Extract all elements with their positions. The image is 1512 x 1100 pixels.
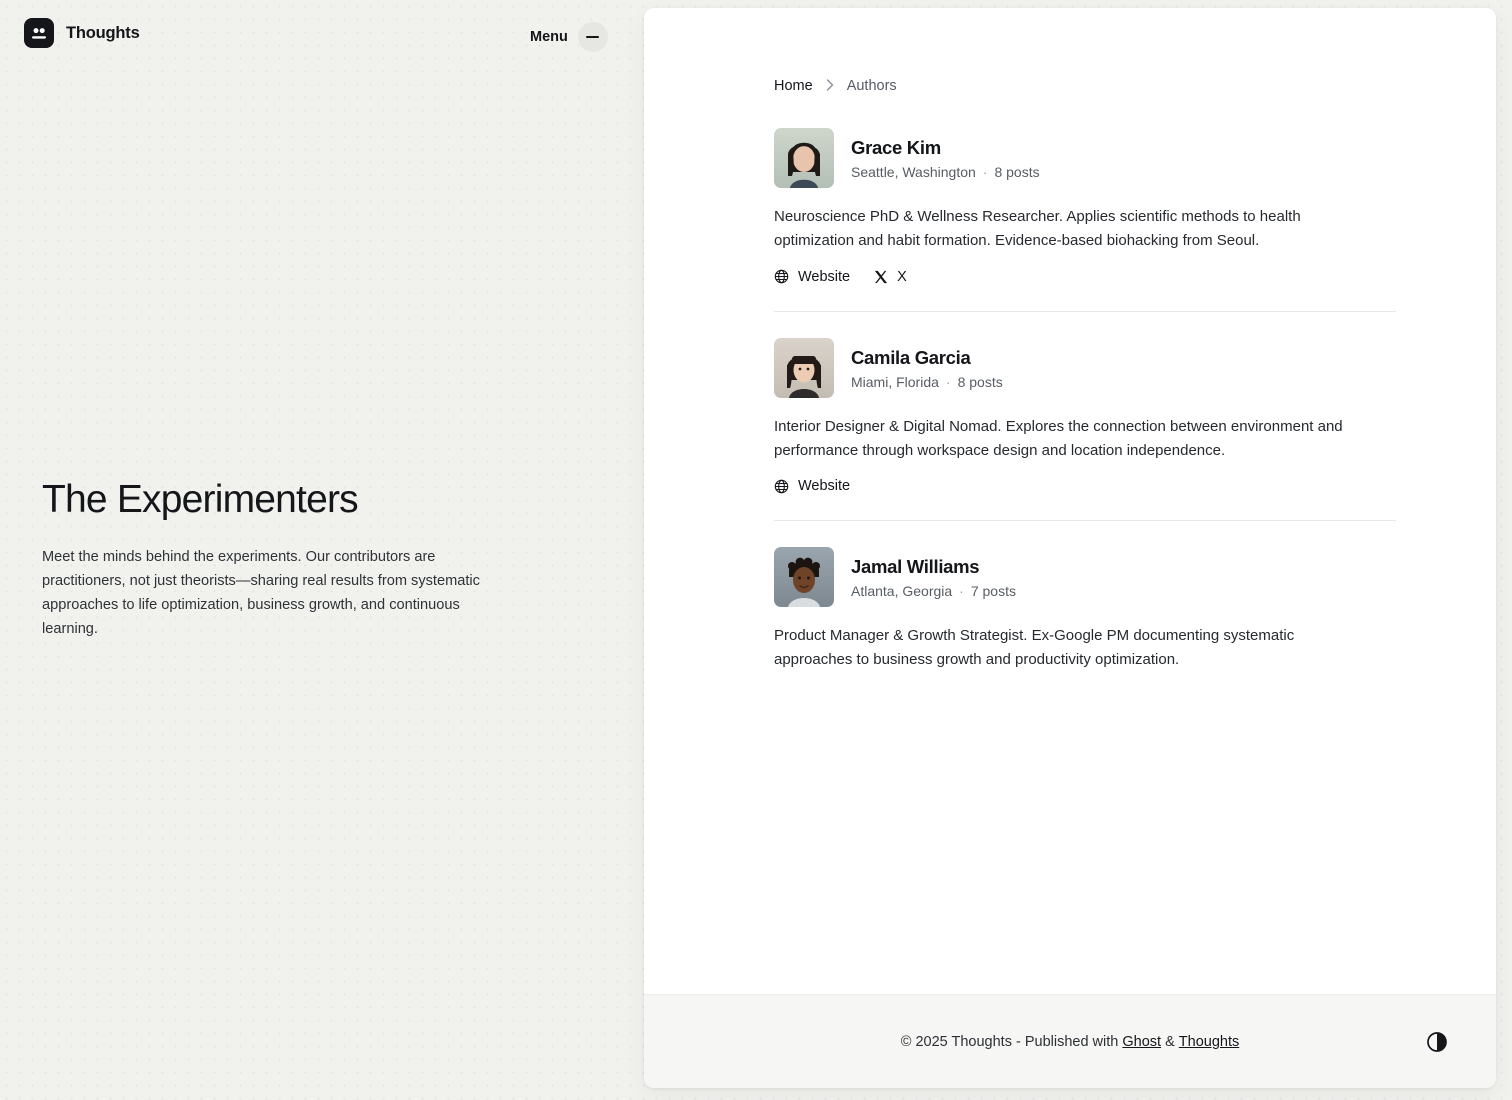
author-header[interactable] bbox=[774, 338, 1396, 398]
author-card bbox=[774, 311, 1396, 521]
menu-label: Menu bbox=[530, 29, 568, 45]
page-title: The Experimenters bbox=[42, 478, 358, 521]
author-x-link[interactable] bbox=[874, 269, 907, 285]
author-post-count: 7 posts bbox=[970, 583, 1016, 600]
site-footer bbox=[644, 994, 1496, 1088]
author-post-count: 8 posts bbox=[957, 373, 1003, 390]
author-bio: Product Manager & Growth Strategist. Ex-Google PM documenting systematic approaches to business growth and productivity optimization. bbox=[774, 627, 1295, 669]
author-x-label: X bbox=[897, 268, 907, 285]
breadcrumb-current: Authors bbox=[846, 78, 897, 94]
x-twitter-icon bbox=[874, 270, 888, 284]
site-brand[interactable] bbox=[24, 18, 140, 48]
author-name: Camila Garcia bbox=[851, 346, 971, 368]
author-website-link[interactable] bbox=[774, 269, 850, 285]
author-location: Atlanta, Georgia bbox=[851, 583, 953, 600]
author-website-link[interactable] bbox=[774, 478, 850, 494]
author-card bbox=[774, 520, 1396, 699]
breadcrumb bbox=[774, 78, 1396, 94]
author-header[interactable] bbox=[774, 547, 1396, 607]
author-website-label: Website bbox=[798, 478, 851, 495]
ghost-logo-icon bbox=[24, 18, 54, 48]
author-name: Grace Kim bbox=[851, 136, 941, 158]
meta-separator: · bbox=[982, 164, 988, 181]
avatar bbox=[774, 547, 834, 607]
author-post-count: 8 posts bbox=[994, 164, 1040, 181]
author-meta bbox=[851, 583, 1016, 599]
chevron-right-icon bbox=[826, 79, 834, 93]
hamburger-icon[interactable] bbox=[578, 22, 608, 52]
globe-icon bbox=[774, 479, 789, 494]
menu-control[interactable] bbox=[530, 22, 608, 52]
contrast-icon[interactable] bbox=[1426, 1031, 1448, 1053]
hero-section bbox=[42, 478, 512, 641]
footer-theme-link[interactable]: Thoughts bbox=[1178, 1033, 1240, 1050]
author-bio: Interior Designer & Digital Nomad. Explores the connection between environment and performance through workspace design and location independence. bbox=[774, 417, 1343, 459]
avatar bbox=[774, 128, 834, 188]
author-name: Jamal Williams bbox=[851, 556, 980, 578]
author-links bbox=[774, 478, 1396, 494]
content-card bbox=[644, 8, 1496, 1088]
footer-amp: & bbox=[1165, 1033, 1175, 1050]
site-brand-name: Thoughts bbox=[66, 23, 140, 42]
author-location: Miami, Florida bbox=[851, 373, 939, 390]
author-header[interactable] bbox=[774, 128, 1396, 188]
author-meta bbox=[851, 164, 1040, 180]
author-website-label: Website bbox=[798, 268, 851, 285]
footer-ghost-link[interactable]: Ghost bbox=[1122, 1033, 1162, 1050]
author-bio: Neuroscience PhD & Wellness Researcher. Applies scientific methods to health optimization and habit formation. Evidence-based biohacking from Seoul. bbox=[774, 208, 1301, 250]
globe-icon bbox=[774, 269, 789, 284]
page-description: Meet the minds behind the experiments. Our contributors are practitioners, not just theorists—sharing real results from systematic approaches to life optimization, business growth, and continuous learning. bbox=[42, 548, 480, 638]
card-body bbox=[644, 8, 1496, 994]
meta-separator: · bbox=[959, 583, 964, 600]
left-column bbox=[0, 0, 644, 1100]
avatar bbox=[774, 338, 834, 398]
author-card bbox=[774, 128, 1396, 311]
breadcrumb-home[interactable]: Home bbox=[774, 78, 813, 94]
author-meta bbox=[851, 374, 1003, 390]
meta-separator: · bbox=[945, 373, 951, 390]
author-location: Seattle, Washington bbox=[851, 164, 976, 181]
footer-copyright: © 2025 Thoughts - Published with bbox=[900, 1033, 1119, 1050]
author-links bbox=[774, 269, 1396, 285]
